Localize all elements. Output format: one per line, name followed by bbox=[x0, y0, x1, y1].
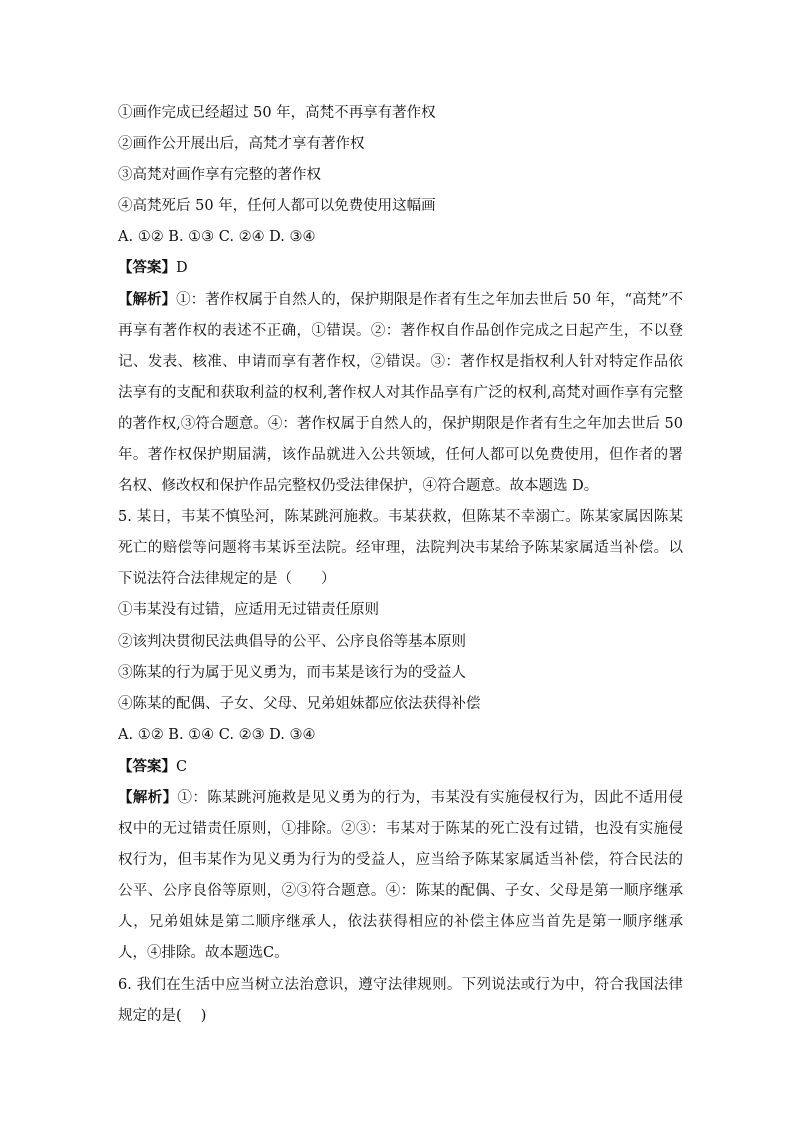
q6-stem: 6. 我们在生活中应当树立法治意识，遵守法律规则。下列说法或行为中，符合我国法律规定的是( ) bbox=[118, 977, 683, 1024]
analysis-tag: 【解析】 bbox=[118, 291, 177, 308]
q4-analysis bbox=[118, 284, 683, 502]
analysis-tag: 【解析】 bbox=[118, 789, 178, 806]
answer-tag: 【答案】 bbox=[118, 259, 176, 276]
q5-choices: A. ①② B. ①④ C. ②③ D. ③④ bbox=[118, 727, 316, 743]
q5-analysis bbox=[118, 782, 683, 969]
q5-answer bbox=[118, 757, 187, 777]
analysis-text: ①：著作权属于自然人的，保护期限是作者有生之年加去世后 50 年，“高梵”不再享有著作权的表述不正确，①错误。②：著作权自作品创作完成之日起产生，不以登记、发表、核准、申请而享有著作权，②错误。③：著作权是指权利人针对特定作品依法享有的支配和获取利益的权利,著作权人对其作品享有广泛的权利,高梵对画作享有完整的著作权,③符合题意。④：著作权属于自然人的，保护期限是作者有生之年加去世后 50 年。著作权保护期届满，该作品就进入公共领域，任何人都可以免费使用，但作者的署名权、修改权和保护作品完整权仍受法律保护，④符合题意。故本题选 D。 bbox=[118, 292, 684, 494]
q4-option-3: ③高梵对画作享有完整的著作权 bbox=[118, 167, 321, 183]
q5-option-2: ②该判决贯彻民法典倡导的公平、公序良俗等基本原则 bbox=[118, 634, 466, 650]
q5-option-1: ①韦某没有过错，应适用无过错责任原则 bbox=[118, 602, 379, 618]
answer-value: C bbox=[176, 759, 188, 775]
q5-option-3: ③陈某的行为属于见义勇为，而韦某是该行为的受益人 bbox=[118, 665, 466, 681]
q4-option-1: ①画作完成已经超过 50 年，高梵不再享有著作权 bbox=[118, 105, 436, 121]
q4-option-2: ②画作公开展出后，高梵才享有著作权 bbox=[118, 136, 365, 152]
answer-tag: 【答案】 bbox=[118, 758, 176, 775]
q5-option-4: ④陈某的配偶、子女、父母、兄弟姐妹都应依法获得补偿 bbox=[118, 696, 481, 712]
analysis-text: ①：陈某跳河施救是见义勇为的行为，韦某没有实施侵权行为，因此不适用侵权中的无过错责任原则，①排除。②③：韦某对于陈某的死亡没有过错，也没有实施侵权行为，但韦某作为见义勇为行为的受益人，应当给予陈某家属适当补偿，符合民法的公平、公序良俗等原则，②③符合题意。④：陈某的配偶、子女、父母是第一顺序继承人，兄弟姐妹是第二顺序继承人，依法获得相应的补偿主体应当首先是第一顺序继承人，④排除。故本题选C。 bbox=[118, 790, 683, 961]
q4-answer bbox=[118, 258, 188, 278]
answer-value: D bbox=[176, 260, 188, 276]
q4-choices: A. ①② B. ①③ C. ②④ D. ③④ bbox=[118, 229, 316, 245]
q5-stem: 5. 某日，韦某不慎坠河，陈某跳河施救。韦某获救，但陈某不幸溺亡。陈某家属因陈某死亡的赔偿等问题将韦某诉至法院。经审理，法院判决韦某给予陈某家属适当补偿。以下说法符合法律规定的是（ ） bbox=[118, 509, 683, 587]
q4-option-4: ④高梵死后 50 年，任何人都可以免费使用这幅画 bbox=[118, 198, 436, 214]
